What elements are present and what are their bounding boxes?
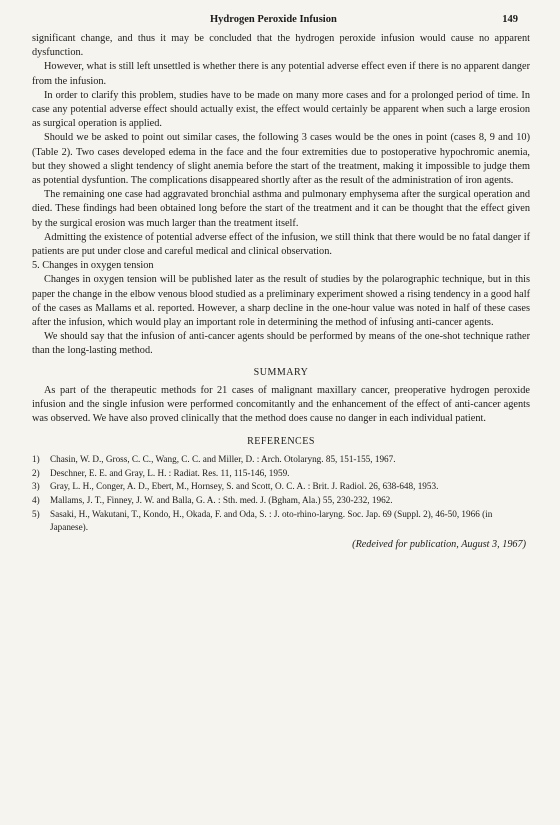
paragraph-2: However, what is still left unsettled is whether there is any potential adverse effect even if there is no apparent danger from the infusion. [32,61,530,87]
references-section [32,436,530,535]
paragraph-1: significant change, and thus it may be concluded that the hydrogen peroxide infusion would cause no apparent dysfunction. [32,33,530,59]
reference-list [32,453,530,535]
paragraph-8: We should say that the infusion of anti-cancer agents should be performed by means of the one-shot technique rather than the long-lasting method. [32,331,530,357]
reference-item [32,480,530,494]
reference-item [32,508,530,535]
references-title: REFERENCES [247,436,315,448]
paragraph-4: Should we be asked to point out similar cases, the following 3 cases would be the ones in point (cases 8, 9 and 10) (Table 2). Two cases developed edema in the face and the four extremities due to postoperative hypochromic anemia, but they showed a slight tendency of slight anemia before the start of the treatment, making it impossible to judge them as potential dysfuntion. The complications disappeared shortly after as the result of the administration of iron agents. [32,132,530,187]
summary-text: As part of the therapeutic methods for 21 cases of malignant maxillary cancer, preoperative hydrogen peroxide infusion and the single infusion were performed concomitantly and the enhancement of the effect of anti-cancer agents was observed. We have also proved clinically that the method does cause no danger in each individual patient. [32,384,530,425]
paragraph-5: The remaining one case had aggravated bronchial asthma and pulmonary emphysema after the surgical operation and died. These findings had been obtained long before the start of the treatment and it can be thought that the effect given by the surgical erosion was much larger than the treatment itself. [32,189,530,229]
reference-number: 3) [32,481,40,492]
reference-number: 4) [32,495,40,506]
reference-item [32,467,530,481]
paragraph-6: Admitting the existence of potential adverse effect of the infusion, we still think that there would be no fatal danger if patients are put under close and careful medical and clinical observation. [32,231,530,258]
summary-title: SUMMARY [253,366,309,378]
reference-number: 1) [32,454,40,465]
reference-number: 5) [32,508,40,519]
reference-text: Sasaki, H., Wakutani, T., Kondo, H., Okada, F. and Oda, S. : J. oto-rhino-laryng. Soc. Jap. 69 (Suppl. 2), 46-50, 1966 (in Japanese). [50,508,493,533]
received-date: (Redeived for publication, August 3, 1967) [352,538,526,550]
reference-text: Deschner, E. E. and Gray, L. H. : Radiat. Res. 11, 115-146, 1959. [50,467,290,478]
section-heading: 5. Changes in oxygen tension [32,260,154,272]
reference-number: 2) [32,467,40,478]
page-number: 149 [502,14,518,25]
running-title: Hydrogen Peroxide Infusion [210,14,337,25]
reference-text: Chasin, W. D., Gross, C. C., Wang, C. C. and Miller, D. : Arch. Otolaryng. 85, 151-155, 1967. [50,454,396,465]
paragraph-3: In order to clarify this problem, studies have to be made on many more cases and for a prolonged period of time. In case any potential adverse effect should actually exist, the effect would certainly be apparent when such a large erosion as surgical operation is applied. [32,89,530,130]
running-head [32,14,530,32]
reference-text: Mallams, J. T., Finney, J. W. and Balla, G. A. : Sth. med. J. (Bgham, Ala.) 55, 230-232, 1962. [50,495,393,506]
paragraph-7: Changes in oxygen tension will be published later as the result of studies by the polarographic technique, but in this paper the change in the elbow venous blood studied as a preliminary experiment showed a rising tendency in a good half of the cases as Mallams et al. reported. However, a sharp decline in the one-hour value was noted in half of these cases after the infusion, which would play an important role in determining the method of infusing anti-cancer agents. [32,274,530,329]
body-text [32,32,530,359]
reference-text: Gray, L. H., Conger, A. D., Ebert, M., Hornsey, S. and Scott, O. C. A. : Brit. J. Radiol. 26, 638-648, 1953. [50,481,439,492]
summary-section [32,367,530,427]
reference-item [32,453,530,467]
reference-item [32,494,530,508]
